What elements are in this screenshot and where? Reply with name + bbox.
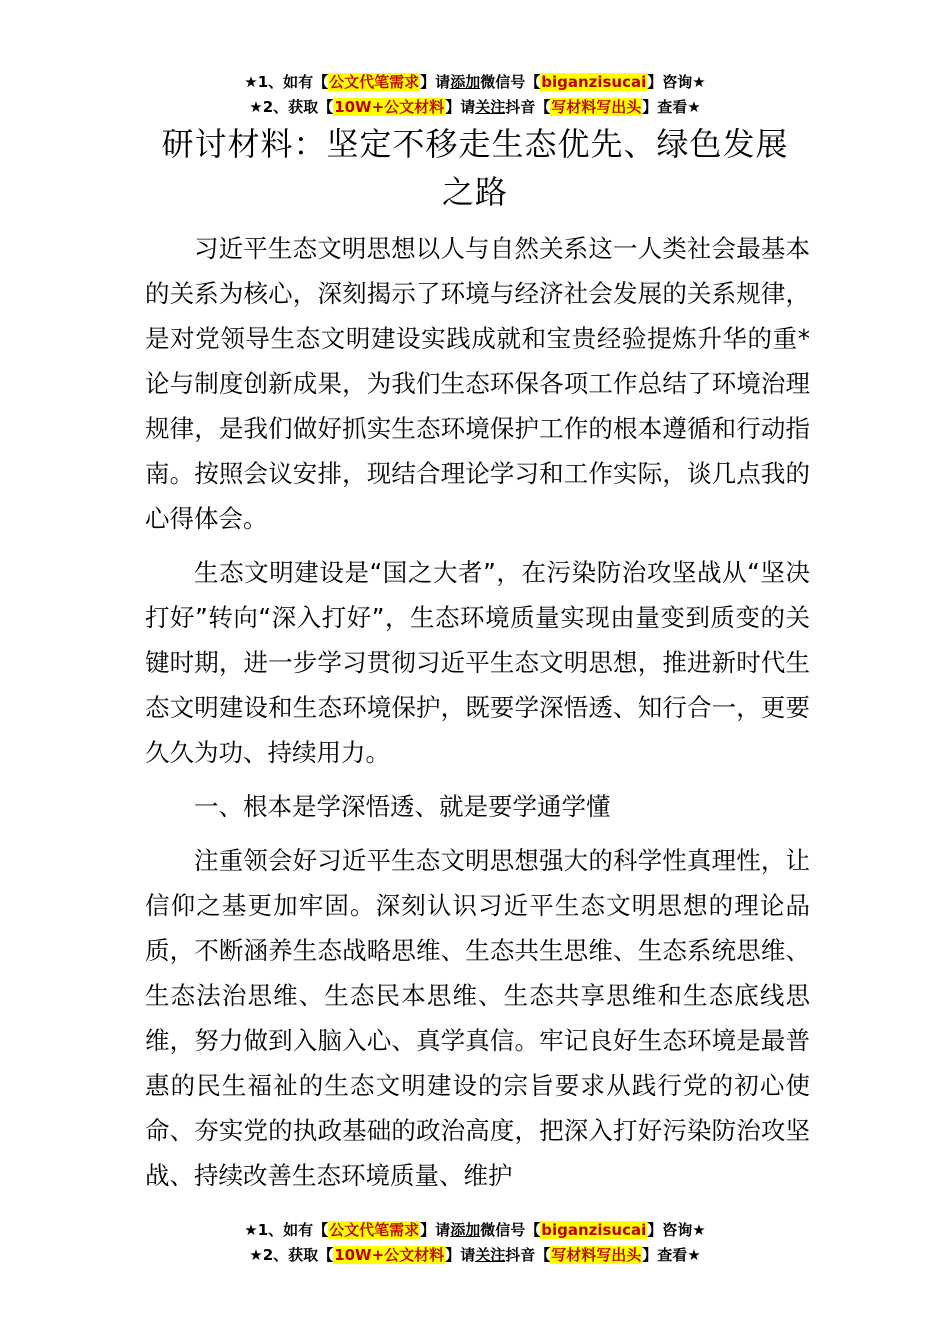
promo-underline: 添加: [450, 1221, 481, 1239]
promo-text: 】咨询★: [647, 73, 706, 91]
promo-text: ★1、如有【: [244, 73, 329, 91]
bottom-promo-banner: [0, 1218, 950, 1268]
body-paragraph: 注重领会好习近平生态文明思想强大的科学性真理性，让信仰之基更加牢固。深刻认识习近平生态文明思想的理论品质，不断涵养生态战略思维、生态共生思维、生态系统思维、生态法治思维、生态民本思维、生态共享思维和生态底线思维，努力做到入脑入心、真学真信。牢记良好生态环境是最普惠的民生福祉的生态文明建设的宗旨要求从践行党的初心使命、夯实党的执政基础的政治高度，把深入打好污染防治攻坚战、持续改善生态环境质量、维护: [145, 846, 810, 1190]
top-promo-banner: [0, 70, 950, 120]
document-body: [145, 226, 810, 1207]
document-title: [140, 120, 810, 216]
title-line: 之路: [441, 173, 508, 211]
section-heading: 一、根本是学深悟透、就是要学通学懂: [194, 792, 611, 821]
promo-line-1: [0, 1218, 950, 1243]
promo-text: ★2、获取【: [249, 1246, 334, 1264]
promo-line-1: [0, 70, 950, 95]
promo-line-2: [0, 1243, 950, 1268]
title-line: 研讨材料：坚定不移走生态优先、绿色发展: [161, 125, 789, 163]
body-paragraph: 生态文明建设是“国之大者”，在污染防治攻坚战从“坚决打好”转向“深入打好”，生态环境质量实现由量变到质变的关键时期，进一步学习贯彻习近平生态文明思想，推进新时代生态文明建设和生态环境保护，既要学深悟透、知行合一，更要久久为功、持续用力。: [145, 558, 810, 767]
promo-underline: 关注: [475, 98, 506, 116]
promo-text: 】咨询★: [647, 1221, 706, 1239]
promo-highlight: biganzisucai: [541, 1221, 647, 1239]
promo-text: 抖音【: [505, 1246, 551, 1264]
promo-text: 】请: [420, 73, 451, 91]
promo-text: 】查看★: [642, 1246, 701, 1264]
body-paragraph: 习近平生态文明思想以人与自然关系这一人类社会最基本的关系为核心，深刻揭示了环境与经济社会发展的关系规律，是对党领导生态文明建设实践成就和宝贵经验提炼升华的重*论与制度创新成果，为我们生态环保各项工作总结了环境治理规律，是我们做好抓实生态环境保护工作的根本遵循和行动指南。按照会议安排，现结合理论学习和工作实际，谈几点我的心得体会。: [145, 234, 810, 533]
promo-text: ★2、获取【: [249, 98, 334, 116]
promo-text: 】请: [420, 1221, 451, 1239]
promo-highlight: 10W+公文材料: [334, 1246, 445, 1264]
promo-text: 微信号【: [480, 1221, 541, 1239]
promo-highlight: 公文代笔需求: [329, 73, 420, 91]
promo-text: ★1、如有【: [244, 1221, 329, 1239]
promo-highlight: 写材料写出头: [551, 98, 642, 116]
promo-text: 】请: [445, 1246, 476, 1264]
promo-underline: 添加: [450, 73, 481, 91]
promo-highlight: 10W+公文材料: [334, 98, 445, 116]
promo-text: 】请: [445, 98, 476, 116]
promo-highlight: 写材料写出头: [551, 1246, 642, 1264]
promo-text: 】查看★: [642, 98, 701, 116]
promo-highlight: biganzisucai: [541, 73, 647, 91]
promo-highlight: 公文代笔需求: [329, 1221, 420, 1239]
promo-underline: 关注: [475, 1246, 506, 1264]
promo-text: 抖音【: [505, 98, 551, 116]
promo-text: 微信号【: [480, 73, 541, 91]
promo-line-2: [0, 95, 950, 120]
